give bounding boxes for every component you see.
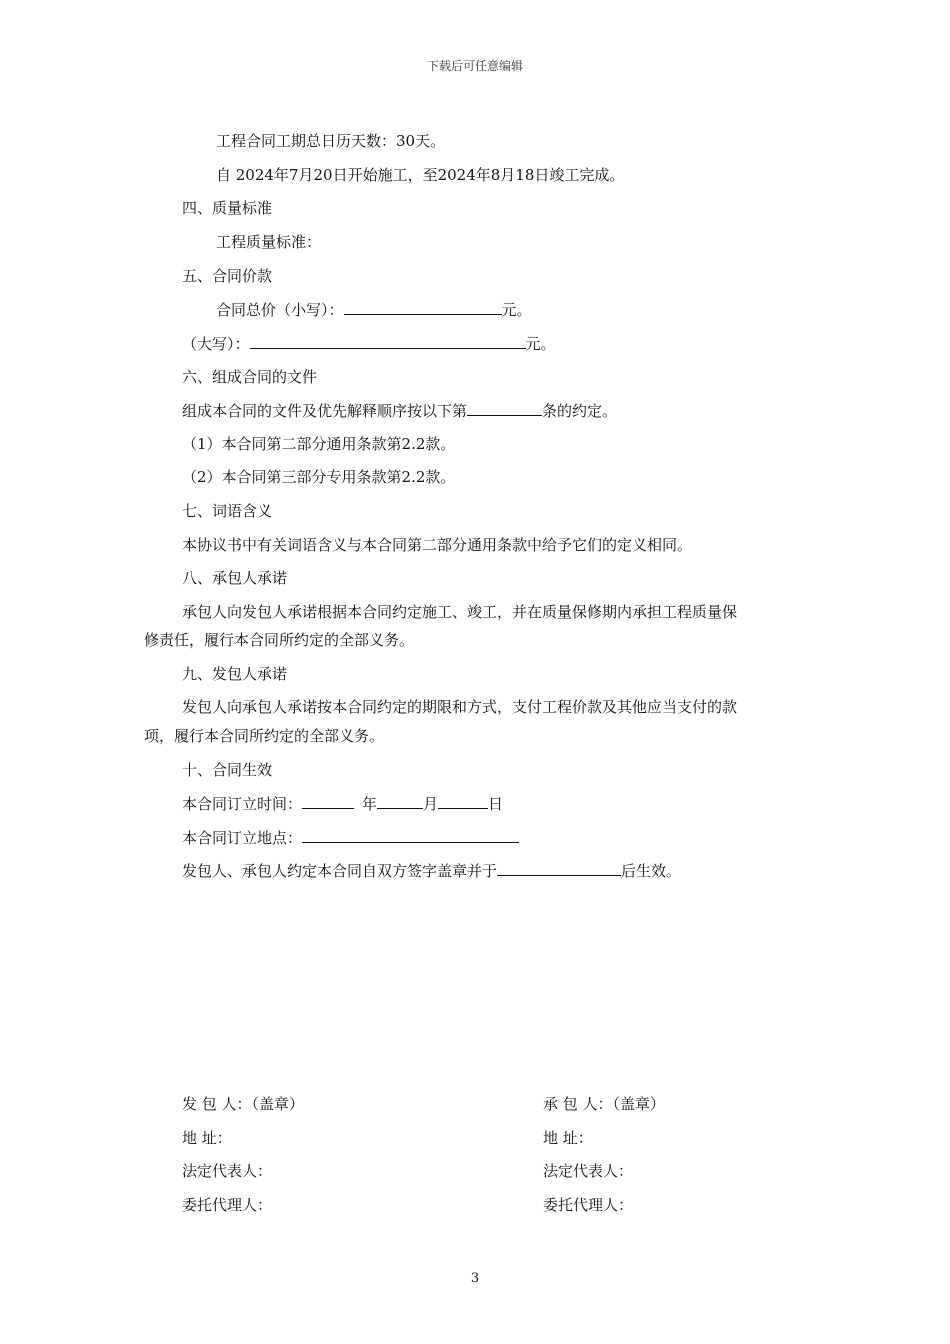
employer-promise-line-1: 发包人向承包人承诺按本合同约定的期限和方式，支付工程价款及其他应当支付的款	[182, 698, 738, 716]
schedule-line: 自 2024年7月20日开始施工，至2024年8月18日竣工完成。	[216, 166, 625, 184]
contractor-promise-line-1: 承包人向发包人承诺根据本合同约定施工、竣工，并在质量保修期内承担工程质量保	[182, 603, 738, 621]
employer-address-label: 地 址：	[182, 1129, 232, 1147]
signing-date-label: 本合同订立时间：	[182, 795, 303, 813]
documents-item-2: （2）本合同第三部分专用条款第2.2款。	[182, 468, 456, 486]
contractor-party-label: 承 包 人：（盖章）	[543, 1095, 666, 1113]
day-label: 日	[488, 795, 504, 813]
documents-order-line	[182, 400, 617, 421]
price-small-blank[interactable]	[344, 299, 502, 315]
effect-condition-suffix: 后生效。	[621, 862, 682, 880]
day-blank[interactable]	[438, 793, 488, 809]
page-number: 3	[470, 1271, 480, 1286]
year-blank[interactable]	[302, 793, 354, 809]
price-small-line	[216, 299, 532, 320]
documents-order-suffix: 条的约定。	[542, 402, 618, 420]
section-heading-price: 五、合同价款	[182, 267, 273, 285]
price-small-unit: 元。	[501, 301, 532, 319]
price-small-label: 合同总价（小写）：	[216, 301, 344, 319]
section-heading-contractor-promise: 八、承包人承诺	[182, 569, 288, 587]
effect-condition-label: 发包人、承包人约定本合同自双方签字盖章并于	[182, 862, 498, 880]
documents-order-label: 组成本合同的文件及优先解释顺序按以下第	[182, 402, 468, 420]
effect-condition-blank[interactable]	[497, 860, 621, 876]
employer-legal-rep-label: 法定代表人：	[182, 1162, 273, 1180]
section-heading-employer-promise: 九、发包人承诺	[182, 665, 288, 683]
price-large-label: （大写）：	[182, 335, 250, 353]
contractor-promise-line-2: 修责任，履行本合同所约定的全部义务。	[144, 631, 415, 649]
documents-order-blank[interactable]	[467, 400, 542, 416]
terms-line: 本协议书中有关词语含义与本合同第二部分通用条款中给予它们的定义相同。	[182, 536, 693, 554]
quality-standard-line: 工程质量标准：	[216, 233, 322, 251]
documents-item-1: （1）本合同第二部分通用条款第2.2款。	[182, 435, 456, 453]
contractor-legal-rep-label: 法定代表人：	[543, 1162, 634, 1180]
duration-line: 工程合同工期总日历天数：30天。	[216, 132, 446, 150]
price-large-blank[interactable]	[250, 333, 526, 349]
signing-place-label: 本合同订立地点：	[182, 829, 303, 847]
employer-agent-label: 委托代理人：	[182, 1196, 273, 1214]
section-heading-quality: 四、质量标准	[182, 199, 273, 217]
effect-condition-line	[182, 860, 681, 881]
employer-party-label: 发 包 人：（盖章）	[182, 1095, 305, 1113]
employer-promise-line-2: 项，履行本合同所约定的全部义务。	[144, 727, 385, 745]
signing-place-line	[182, 827, 519, 848]
section-heading-documents: 六、组成合同的文件	[182, 368, 318, 386]
month-blank[interactable]	[377, 793, 423, 809]
month-label: 月	[423, 795, 439, 813]
price-large-unit: 元。	[525, 335, 556, 353]
section-heading-terms: 七、词语含义	[182, 502, 273, 520]
signing-place-blank[interactable]	[302, 827, 519, 843]
signing-date-line	[182, 793, 503, 814]
contractor-address-label: 地 址：	[543, 1129, 593, 1147]
page-header: 下载后可任意编辑	[426, 59, 523, 73]
price-large-line	[182, 333, 556, 354]
contractor-agent-label: 委托代理人：	[543, 1196, 634, 1214]
year-label: 年	[362, 795, 378, 813]
section-heading-effect: 十、合同生效	[182, 761, 273, 779]
